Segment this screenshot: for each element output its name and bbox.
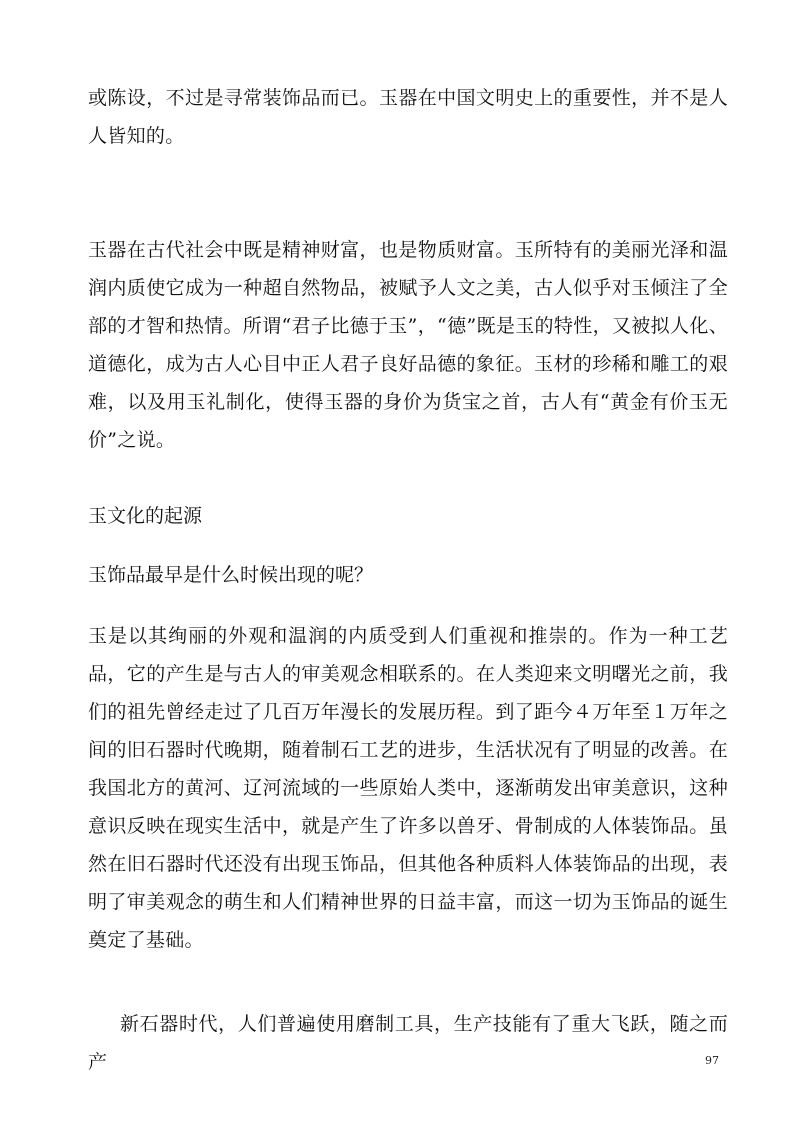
paragraph-neolithic: 新石器时代，人们普遍使用磨制工具，生产技能有了重大飞跃，随之而产 <box>88 1013 728 1073</box>
page-number: 97 <box>705 1054 719 1067</box>
section-heading-origin: 玉文化的起源 <box>88 505 203 527</box>
question-line: 玉饰品最早是什么时候出现的呢？ <box>88 564 374 586</box>
paragraph-jade-value: 玉器在古代社会中既是精神财富，也是物质财富。玉所特有的美丽光泽和温润内质使它成为一种超自然物品，被赋予人文之美，古人似乎对玉倾注了全部的才智和热情。所谓“君子比德于玉”，“德”既是玉的特性，又被拟人化、道德化，成为古人心目中正人君子良好品德的象征。玉材的珍稀和雕工的艰难，以及用玉礼制化，使得玉器的身价为货宝之首，古人有“黄金有价玉无价”之说。 <box>88 239 728 451</box>
paragraph-intro-continuation: 或陈设，不过是寻常装饰品而已。玉器在中国文明史上的重要性，并不是人人皆知的。 <box>88 87 728 147</box>
paragraph-origin-details: 玉是以其绚丽的外观和温润的内质受到人们重视和推崇的。作为一种工艺品，它的产生是与古人的审美观念相联系的。在人类迎来文明曙光之前，我们的祖先曾经走过了几百万年漫长的发展历程。到了距今４万年至１万年之间的旧石器时代晚期，随着制石工艺的进步，生活状况有了明显的改善。在我国北方的黄河、辽河流域的一些原始人类中，逐渐萌发出审美意识，这种意识反映在现实生活中，就是产生了许多以兽牙、骨制成的人体装饰品。虽然在旧石器时代还没有出现玉饰品，但其他各种质料人体装饰品的出现，表明了审美观念的萌生和人们精神世界的日益丰富，而这一切为玉饰品的诞生奠定了基础。 <box>88 625 728 951</box>
